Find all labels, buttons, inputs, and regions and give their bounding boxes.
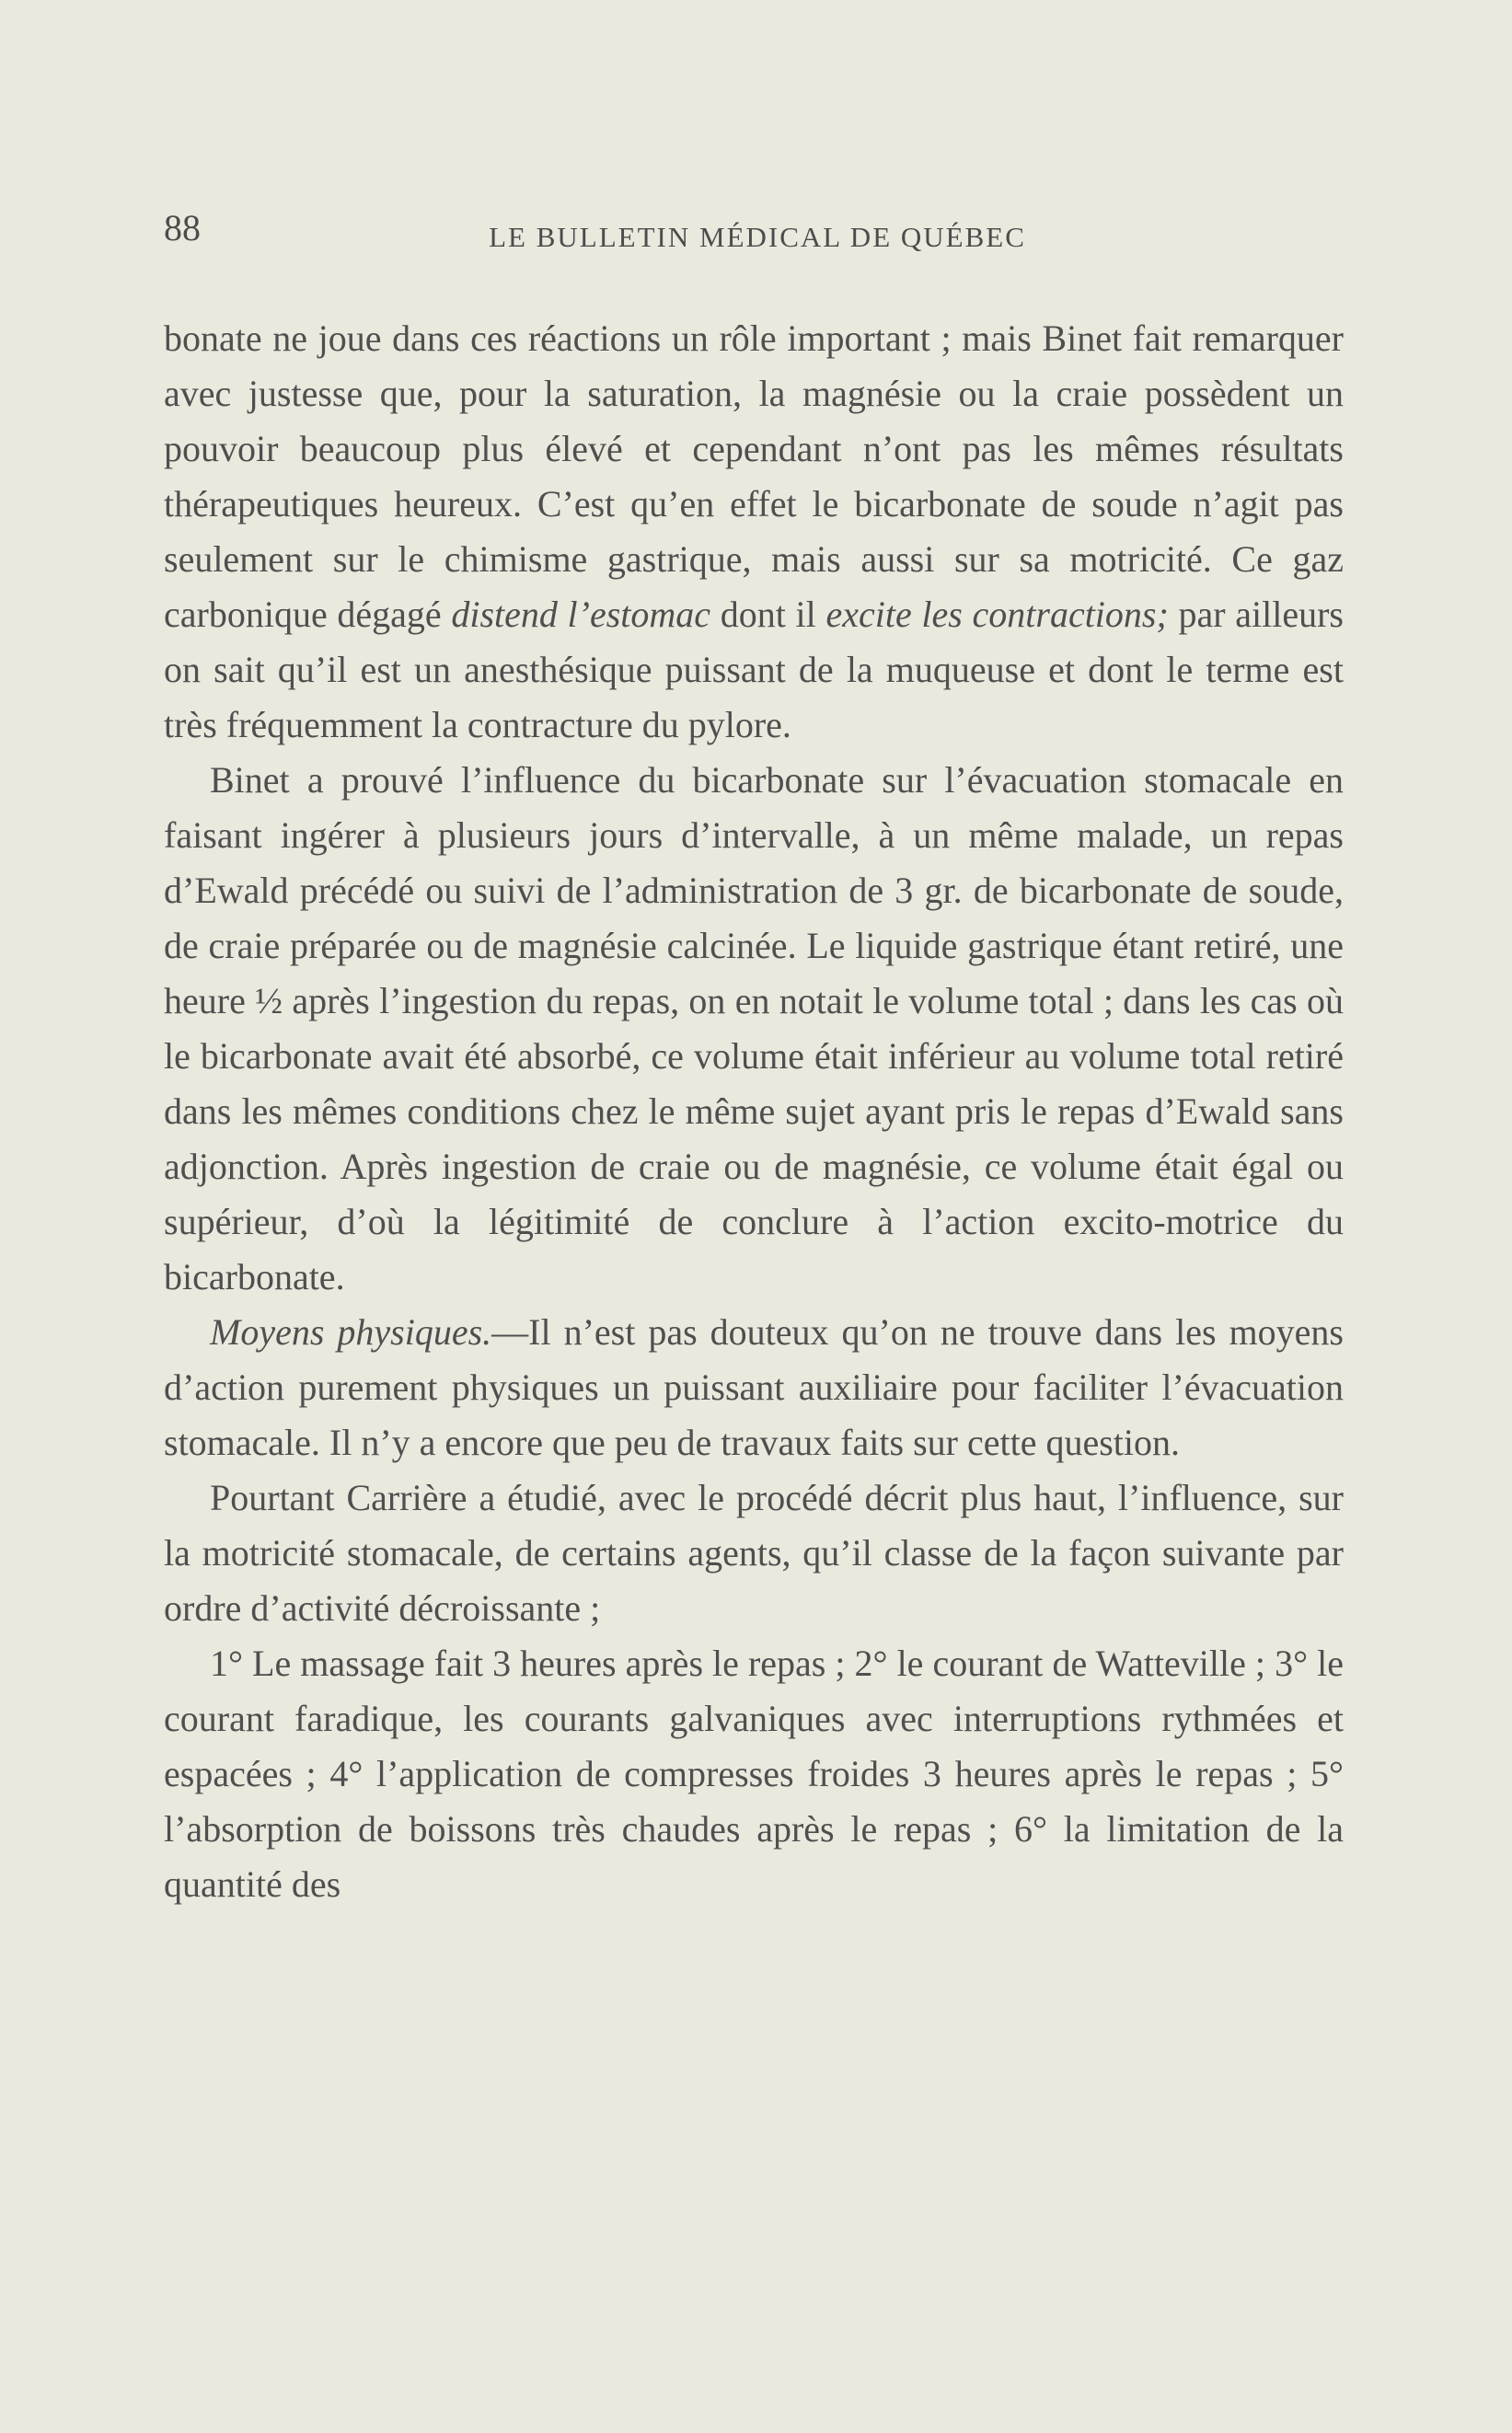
running-head [164,207,1351,265]
italic-text: Moyens physiques. [210,1311,492,1353]
paragraph [164,1305,1344,1470]
text-run: Pourtant Carrière a étudié, avec le procédé décrit plus haut, l’influence, sur la motricité stomacale, de certains agents, qu’il classe de la façon suivante par ordre d’activité décroissante ; [164,1477,1344,1629]
page-number: 88 [164,207,201,248]
journal-title: LE BULLETIN MÉDICAL DE QUÉBEC [489,221,1026,253]
paragraph [164,1470,1344,1636]
text-run: Binet a prouvé l’influence du bicarbonate sur l’évacuation stomacale en faisant ingérer à plusieurs jours d’intervalle, à un même malade, un repas d’Ewald précédé ou suivi de l’administration de 3 gr. de bicarbonate de soude, de craie préparée ou de magnésie calcinée. Le liquide gastrique étant retiré, une heure ½ après l’ingestion du repas, on en notait le volume total ; dans les cas où le bicarbonate avait été absorbé, ce volume était inférieur au volume total retiré dans les mêmes conditions chez le même sujet ayant pris le repas d’Ewald sans adjonction. Après ingestion de craie ou de magnésie, ce volume était égal ou supérieur, d’où la légitimité de conclure à l’action excito-motrice du bicarbonate. [164,759,1344,1297]
italic-text: distend l’estomac [451,594,711,635]
text-run: dont il [710,594,826,635]
text-run: par ailleurs on sait qu’il est un anesthésique puissant de la muqueuse et dont le terme est très fréquemment la contracture du pylore. [164,594,1344,745]
text-run: —Il n’est pas douteux qu’on ne trouve dans les moyens d’action purement physiques un puissant auxiliaire pour faciliter l’évacuation stomacale. Il n’y a encore que peu de travaux faits sur cette question. [164,1311,1344,1463]
paragraph [164,1636,1344,1912]
text-run: 1° Le massage fait 3 heures après le repas ; 2° le courant de Watteville ; 3° le courant faradique, les courants galvaniques avec interruptions rythmées et espacées ; 4° l’application de compresses froides 3 heures après le repas ; 5° l’absorption de boissons très chaudes après le repas ; 6° la limitation de la quantité des [164,1643,1344,1905]
text-run: bonate ne joue dans ces réactions un rôle important ; mais Binet fait remarquer avec justesse que, pour la saturation, la magnésie ou la craie possèdent un pouvoir beaucoup plus élevé et cependant n’ont pas les mêmes résultats thérapeutiques heureux. C’est qu’en effet le bicarbonate de soude n’agit pas seulement sur le chimisme gastrique, mais aussi sur sa motricité. Ce gaz carbonique dégagé [164,317,1344,635]
paragraph [164,311,1344,753]
paragraph [164,753,1344,1305]
italic-text: excite les contractions; [825,594,1169,635]
body-text [164,311,1344,1912]
